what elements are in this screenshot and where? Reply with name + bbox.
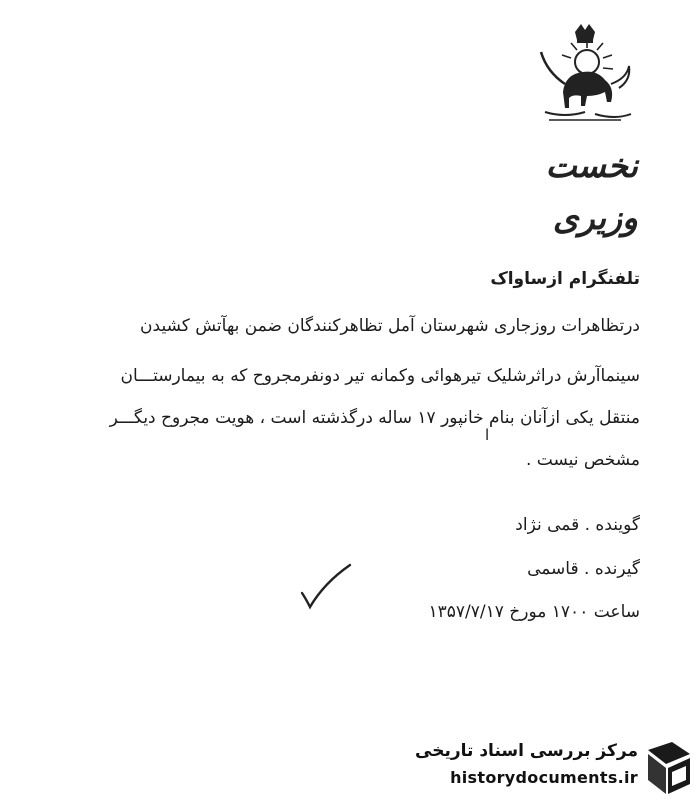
check-mark-icon [300, 563, 352, 611]
body-line-3: منتقل یکی ازآنان بنام خانپور ۱۷ ساله درگذشته است ، هویت مجروح دیگـــر [109, 408, 640, 428]
archive-book-icon [642, 740, 694, 796]
body-line-4: مشخص نیست . [525, 450, 640, 470]
receiver-line: گیرنده . قاسمی [527, 559, 640, 579]
lion-and-sun-icon [535, 22, 635, 132]
time-line: ساعت ۱۷۰۰ مورخ ۱۳۵۷/۷/۱۷ [428, 602, 640, 622]
watermark [412, 734, 700, 802]
telegram-heading: تلفنگرام ازساواک [490, 269, 640, 289]
handwritten-mark: ا [485, 426, 490, 444]
speaker-line: گوینده . قمی نژاد [515, 515, 640, 535]
body-line-2: سینماآرش دراثرشلیک تیرهوائی وکمانه تیر دونفرمجروح که به بیمارستـــان [120, 366, 640, 386]
watermark-url: historydocuments.ir [450, 768, 638, 787]
watermark-title: مرکز بررسی اسناد تاریخی [415, 741, 638, 761]
body-line-1: درتظاهرات روزجاری شهرستان آمل تظاهرکنندگان ضمن بهآتش کشیدن [140, 316, 640, 336]
ministry-title: نخست وزیری [545, 146, 638, 237]
